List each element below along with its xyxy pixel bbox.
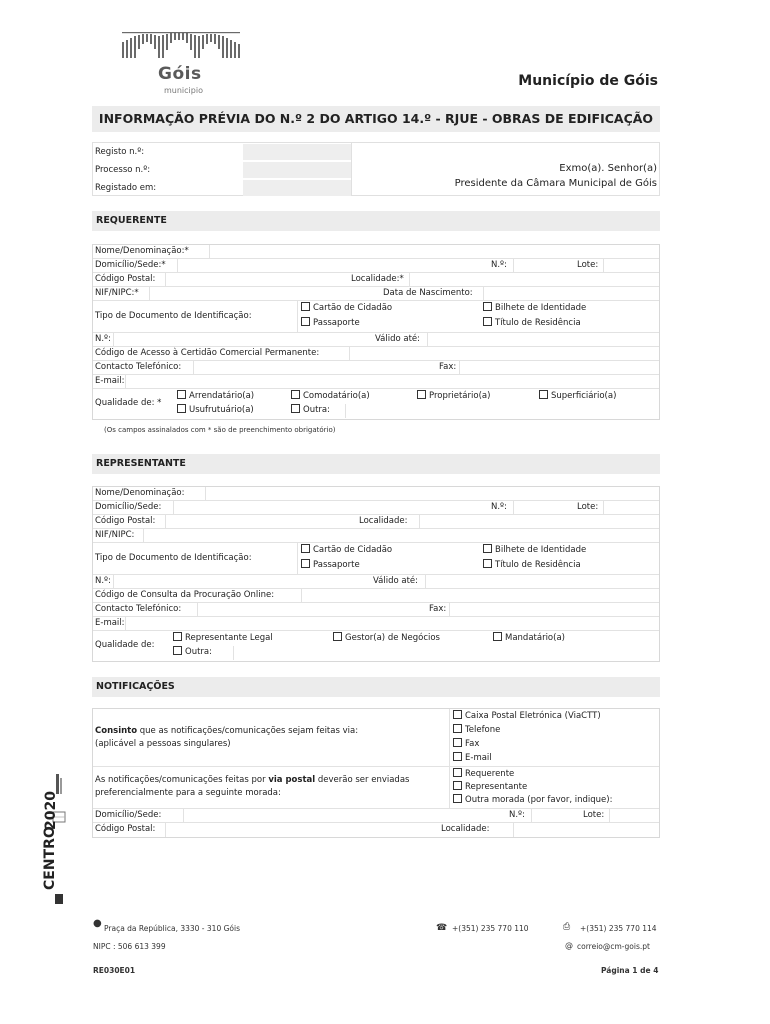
- rep-cartao-cidadao-checkbox[interactable]: [301, 544, 310, 553]
- table-row: [93, 245, 659, 259]
- comodatario-label: Comodatário(a): [303, 391, 370, 401]
- table-row: [93, 361, 659, 375]
- representante-legal-checkbox[interactable]: [173, 632, 182, 641]
- proprietario-checkbox[interactable]: [417, 390, 426, 399]
- municipality-title: Município de Góis: [518, 73, 658, 89]
- bilhete-identidade-checkbox[interactable]: [483, 302, 492, 311]
- titulo-residencia-label: Título de Residência: [495, 318, 581, 328]
- table-row: [93, 515, 659, 529]
- footer-fax: +(351) 235 770 114: [580, 924, 657, 933]
- fax-label: Fax:: [439, 362, 457, 372]
- notif-requerente-label: Requerente: [465, 769, 515, 779]
- notif-domicilio-label: Domicílio/Sede:: [95, 810, 162, 820]
- comodatario-checkbox[interactable]: [291, 390, 300, 399]
- registration-box: [92, 142, 660, 196]
- rep-codigo-postal-label: Código Postal:: [95, 516, 156, 526]
- footer-nipc: NIPC : 506 613 399: [93, 942, 166, 951]
- notif-email-label: E-mail: [465, 753, 492, 763]
- rep-cartao-cidadao-label: Cartão de Cidadão: [313, 545, 393, 555]
- rep-lote-label: Lote:: [577, 502, 599, 512]
- footer-phone: +(351) 235 770 110: [452, 924, 529, 933]
- qualidade-label: Qualidade de: *: [95, 398, 162, 408]
- rep-codigo-consulta-label: Código de Consulta da Procuração Online:: [95, 590, 275, 600]
- rep-titulo-residencia-checkbox[interactable]: [483, 559, 492, 568]
- logo-subtitle: municipio: [164, 86, 203, 95]
- municipality-logo: [118, 30, 246, 96]
- domicilio-input[interactable]: [179, 259, 485, 272]
- notif-numero-label: N.º:: [509, 810, 525, 820]
- rep-domicilio-label: Domicílio/Sede:: [95, 502, 162, 512]
- consinto-text: Consinto que as notificações/comunicações sejam feitas via:: [95, 726, 359, 736]
- notif-representante-label: Representante: [465, 782, 528, 792]
- proprietario-label: Proprietário(a): [429, 391, 491, 401]
- table-row: [93, 375, 659, 389]
- rep-fax-label: Fax:: [429, 604, 447, 614]
- outra-morada-label: Outra morada (por favor, indique):: [465, 795, 613, 805]
- rep-contacto-label: Contacto Telefónico:: [95, 604, 182, 614]
- table-row: [93, 259, 659, 273]
- email-label: E-mail:: [95, 376, 125, 386]
- data-nascimento-label: Data de Nascimento:: [383, 288, 473, 298]
- table-row: [93, 273, 659, 287]
- processo-label: Processo n.º:: [95, 165, 151, 175]
- portugal-2020-label: 2020: [43, 791, 59, 830]
- cartao-cidadao-checkbox[interactable]: [301, 302, 310, 311]
- addressee-line-1: Exmo(a). Senhor(a): [559, 163, 657, 174]
- rep-outra-label: Outra:: [185, 647, 212, 657]
- mandatario-label: Mandatário(a): [505, 633, 565, 643]
- logo-arches-graphic: [122, 30, 244, 60]
- codigo-postal-label: Código Postal:: [95, 274, 156, 284]
- table-row: [93, 529, 659, 543]
- table-row: [93, 543, 659, 575]
- n-doc-label: N.º:: [95, 334, 111, 344]
- registado-label: Registado em:: [95, 183, 157, 193]
- notif-lote-label: Lote:: [583, 810, 605, 820]
- titulo-residencia-checkbox[interactable]: [483, 317, 492, 326]
- codigo-acesso-label: Código de Acesso à Certidão Comercial Permanente:: [95, 348, 320, 358]
- notif-fax-label: Fax: [465, 739, 480, 749]
- table-row: [93, 347, 659, 361]
- rep-bilhete-identidade-checkbox[interactable]: [483, 544, 492, 553]
- rep-passaporte-label: Passaporte: [313, 560, 360, 570]
- rep-nif-label: NIF/NIPC:: [95, 530, 135, 540]
- rep-numero-label: N.º:: [491, 502, 507, 512]
- rep-nome-label: Nome/Denominação:: [95, 488, 185, 498]
- registo-field[interactable]: [243, 144, 351, 160]
- caixa-postal-label: Caixa Postal Eletrónica (ViaCTT): [465, 711, 601, 721]
- rep-valido-ate-label: Válido até:: [373, 576, 419, 586]
- table-row: [93, 589, 659, 603]
- gestor-checkbox[interactable]: [333, 632, 342, 641]
- superficiario-checkbox[interactable]: [539, 390, 548, 399]
- notif-codigo-postal-label: Código Postal:: [95, 824, 156, 834]
- table-row: [93, 617, 659, 631]
- centro-label: CENTRO: [42, 826, 58, 890]
- email-checkbox[interactable]: [453, 752, 462, 761]
- table-row: [93, 333, 659, 347]
- bilhete-identidade-label: Bilhete de Identidade: [495, 303, 587, 313]
- cartao-cidadao-label: Cartão de Cidadão: [313, 303, 393, 313]
- passaporte-label: Passaporte: [313, 318, 360, 328]
- section-notificacoes: NOTIFICAÇÕES: [92, 677, 660, 697]
- table-row: [93, 301, 659, 333]
- arrendatario-checkbox[interactable]: [177, 390, 186, 399]
- requerente-table: [92, 244, 660, 420]
- funding-logos: [40, 770, 80, 960]
- arrendatario-label: Arrendatário(a): [189, 391, 255, 401]
- processo-field[interactable]: [243, 162, 351, 178]
- addressee-line-2: Presidente da Câmara Municipal de Góis: [454, 178, 657, 189]
- table-row: [93, 603, 659, 617]
- table-row: [93, 389, 659, 419]
- telefone-label: Telefone: [465, 725, 501, 735]
- domicilio-label: Domicílio/Sede:*: [95, 260, 166, 270]
- phone-icon: ☎: [436, 923, 448, 933]
- logo-name: Góis: [158, 64, 202, 84]
- page-number: Página 1 de 4: [601, 966, 659, 975]
- caixa-postal-checkbox[interactable]: [453, 710, 462, 719]
- localidade-label: Localidade:*: [351, 274, 404, 284]
- contacto-label: Contacto Telefónico:: [95, 362, 182, 372]
- footer-email[interactable]: correio@cm-gois.pt: [577, 942, 650, 951]
- telefone-checkbox[interactable]: [453, 724, 462, 733]
- table-row: [93, 767, 659, 809]
- table-row: [93, 823, 659, 837]
- fax-checkbox[interactable]: [453, 738, 462, 747]
- lote-label: Lote:: [577, 260, 599, 270]
- passaporte-checkbox[interactable]: [301, 317, 310, 326]
- usufrutuario-label: Usufrutuário(a): [189, 405, 254, 415]
- table-row: [93, 575, 659, 589]
- rep-outra-checkbox[interactable]: [173, 646, 182, 655]
- rep-qualidade-label: Qualidade de:: [95, 640, 155, 650]
- rep-passaporte-checkbox[interactable]: [301, 559, 310, 568]
- valido-ate-label: Válido até:: [375, 334, 421, 344]
- registo-label: Registo n.º:: [95, 147, 145, 157]
- section-requerente: REQUERENTE: [92, 211, 660, 231]
- table-row: [93, 709, 659, 767]
- notif-localidade-label: Localidade:: [441, 824, 490, 834]
- outra-label: Outra:: [303, 405, 330, 415]
- section-representante: REPRESENTANTE: [92, 454, 660, 474]
- usufrutuario-checkbox[interactable]: [177, 404, 186, 413]
- notificacoes-table: [92, 708, 660, 838]
- postal-line2: preferencialmente para a seguinte morada:: [95, 788, 281, 798]
- table-row: [93, 631, 659, 661]
- representante-table: [92, 486, 660, 662]
- rep-tipo-doc-label: Tipo de Documento de Identificação:: [95, 553, 252, 563]
- outra-checkbox[interactable]: [291, 404, 300, 413]
- nome-label: Nome/Denominação:*: [95, 246, 189, 256]
- notif-representante-checkbox[interactable]: [453, 781, 462, 790]
- required-fields-note: (Os campos assinalados com * são de preenchimento obrigatório): [104, 426, 336, 434]
- consinto-line2: (aplicável a pessoas singulares): [95, 739, 231, 749]
- table-row: [93, 501, 659, 515]
- outra-morada-checkbox[interactable]: [453, 794, 462, 803]
- table-row: [93, 809, 659, 823]
- gestor-label: Gestor(a) de Negócios: [345, 633, 440, 643]
- postal-text: As notificações/comunicações feitas por via postal deverão ser enviadas: [95, 775, 410, 785]
- superficiario-label: Superficiário(a): [551, 391, 617, 401]
- location-icon: ●: [93, 918, 102, 929]
- table-row: [93, 287, 659, 301]
- representante-legal-label: Representante Legal: [185, 633, 273, 643]
- nif-label: NIF/NIPC:*: [95, 288, 139, 298]
- notif-requerente-checkbox[interactable]: [453, 768, 462, 777]
- form-title: INFORMAÇÃO PRÉVIA DO N.º 2 DO ARTIGO 14.º - RJUE - OBRAS DE EDIFICAÇÃO: [92, 106, 660, 132]
- table-row: [93, 487, 659, 501]
- numero-label: N.º:: [491, 260, 507, 270]
- rep-bilhete-identidade-label: Bilhete de Identidade: [495, 545, 587, 555]
- rep-titulo-residencia-label: Título de Residência: [495, 560, 581, 570]
- document-code: RE030E01: [93, 966, 136, 975]
- email-icon: @: [565, 941, 573, 950]
- rep-localidade-label: Localidade:: [359, 516, 408, 526]
- fax-icon: ⎙: [563, 922, 571, 932]
- mandatario-checkbox[interactable]: [493, 632, 502, 641]
- rep-n-doc-label: N.º:: [95, 576, 111, 586]
- tipo-doc-label: Tipo de Documento de Identificação:: [95, 311, 252, 321]
- registado-field[interactable]: [243, 180, 351, 196]
- rep-email-label: E-mail:: [95, 618, 125, 628]
- footer-address: Praça da República, 3330 - 310 Góis: [104, 924, 240, 933]
- nome-input[interactable]: [211, 245, 659, 258]
